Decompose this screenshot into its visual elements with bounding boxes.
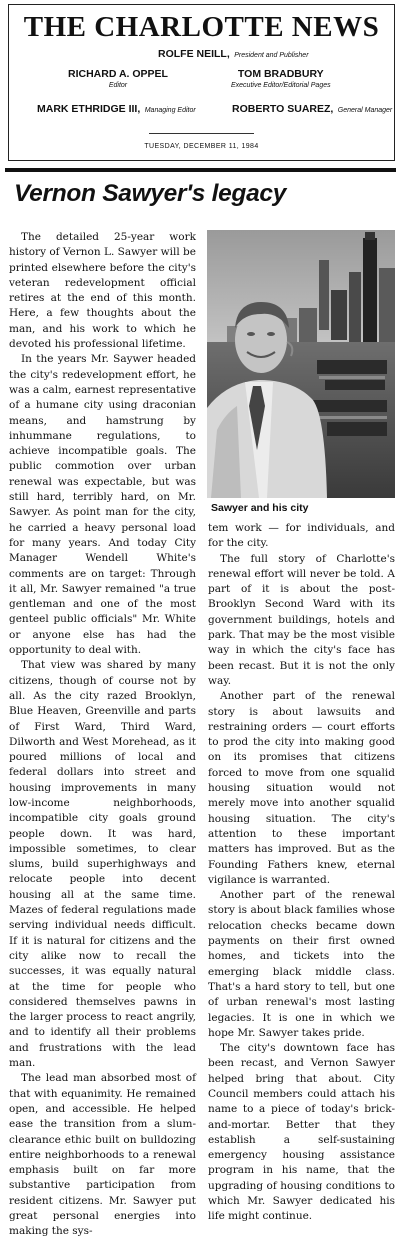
dateline: TUESDAY, DECEMBER 11, 1984 <box>144 143 259 150</box>
general-manager-name: ROBERTO SUAREZ, <box>232 103 334 115</box>
publisher-name: ROLFE NEILL, <box>158 48 230 60</box>
article-paragraph: In the years Mr. Saywer headed the city's redevelopment effort, he was a calm, earnest representative of a humane city using draconian means, and hamstrung by inhummane regulations, to achieve incompatible goals. The public commotion over urban renewal was expectable, but was still hard, terribly hard, on Mr. Sawyer. As point man for the city, he carried a heavy personal load for many years. And today City Manager Wendell White's comments are on target: Through it all, Mr. Sawyer remained "a true gentleman and one of the most genteel public officials" Mr. White or anyone else has had the opportunity to deal with. <box>9 353 196 657</box>
executive-editor-credit <box>231 65 331 89</box>
managing-editor-title: Managing Editor <box>144 107 196 114</box>
managing-editor-credit <box>37 100 196 116</box>
editor-name: RICHARD A. OPPEL <box>68 68 168 80</box>
general-manager-title: General Manager <box>337 107 393 114</box>
article-headline: Vernon Sawyer's legacy <box>14 180 287 207</box>
executive-editor-title: Executive Editor/Editorial Pages <box>231 82 331 89</box>
editor-credit <box>68 65 168 89</box>
publisher-title: President and Publisher <box>234 52 309 59</box>
article-paragraph: The lead man absorbed most of that with equanimity. He remained open, and accessible. He helped ease the transition from a slum-clearance ethic built on bulldozing entire neighborhoods to a renewal emphasis built on far more substantive participation from resident citizens. Mr. Sawyer put great personal energies into making the sys- <box>9 1072 196 1238</box>
executive-editor-name: TOM BRADBURY <box>237 68 324 80</box>
article-paragraph: The detailed 25-year work history of Vernon L. Sawyer will be printed elsewhere before the city's veteran redevelopment official retires at the end of this month. Here, a few thoughts about the man, and his work to which he devoted his professional lifetime. <box>9 231 196 351</box>
article-photo <box>207 230 395 498</box>
article-paragraph: Another part of the renewal story is about black families whose relocation checks became down payments on their first owned homes, and tickets into the emerging black middle class. That's a hard story to tell, but one of urban renewal's most lasting legacies. It is one in which we hope Mr. Sawyer takes pride. <box>208 889 395 1039</box>
general-manager-credit <box>232 100 392 116</box>
article-paragraph: The full story of Charlotte's renewal effort will never be told. A part of it is about the post-Brooklyn Second Ward with its government buildings, hotels and park. That may be the most visible way in which the city's face has been recast. But it is not the only way. <box>208 552 395 687</box>
headline-rule <box>5 168 396 172</box>
article-paragraph: The city's downtown face has been recast, and Vernon Sawyer helped bring that about. City Council members could attach his name to a piece of today's brick-and-mortar. Better that they establish a self-sustaining emergency housing assistance program in his name, that the upgrading of housing conditions to which Mr. Sawyer dedicated his life might continue. <box>208 1042 395 1223</box>
article-paragraph: Another part of the renewal story is about lawsuits and restraining orders — court efforts to prod the city into making good on its promises that citizens forced to move from one squalid housing situation would not merely move into another squalid housing situation. The city's attention to these important matters has improved. But as the Founding Fathers knew, eternal vigilance is warranted. <box>208 690 395 886</box>
article-column-right <box>208 521 395 1223</box>
article-paragraph: tem work — for individuals, and for the city. <box>208 522 395 550</box>
dateline-rule <box>149 133 254 134</box>
masthead <box>8 4 395 161</box>
publisher-credit <box>158 45 309 61</box>
managing-editor-name: MARK ETHRIDGE III, <box>37 103 141 115</box>
article-column-left <box>9 230 196 1238</box>
article-paragraph: That view was shared by many citizens, though of course not by all. As the city razed Brooklyn, Blue Heaven, Greenville and parts of First Ward, Third Ward, Dilworth and West Morehead, as it poured millions of local and federal dollars into street and housing improvements in many low-income neighborhoods, incompatible city goals ground people down. It was hard, impossible sometimes, to clear slums, build superhighways and relocate people into decent housing all at the same time. Mazes of federal regulations made serving individual needs difficult. If it is natural for citizens and the city alike now to recall the successes, it was equally natural at the time for people who considered themselves pawns in the larger process to react angrily, and to identify all their problems and frustrations with the lead man. <box>9 659 196 1070</box>
photo-caption: Sawyer and his city <box>211 502 309 514</box>
newspaper-nameplate: THE CHARLOTTE NEWS <box>23 11 380 43</box>
editor-title: Editor <box>108 82 128 89</box>
